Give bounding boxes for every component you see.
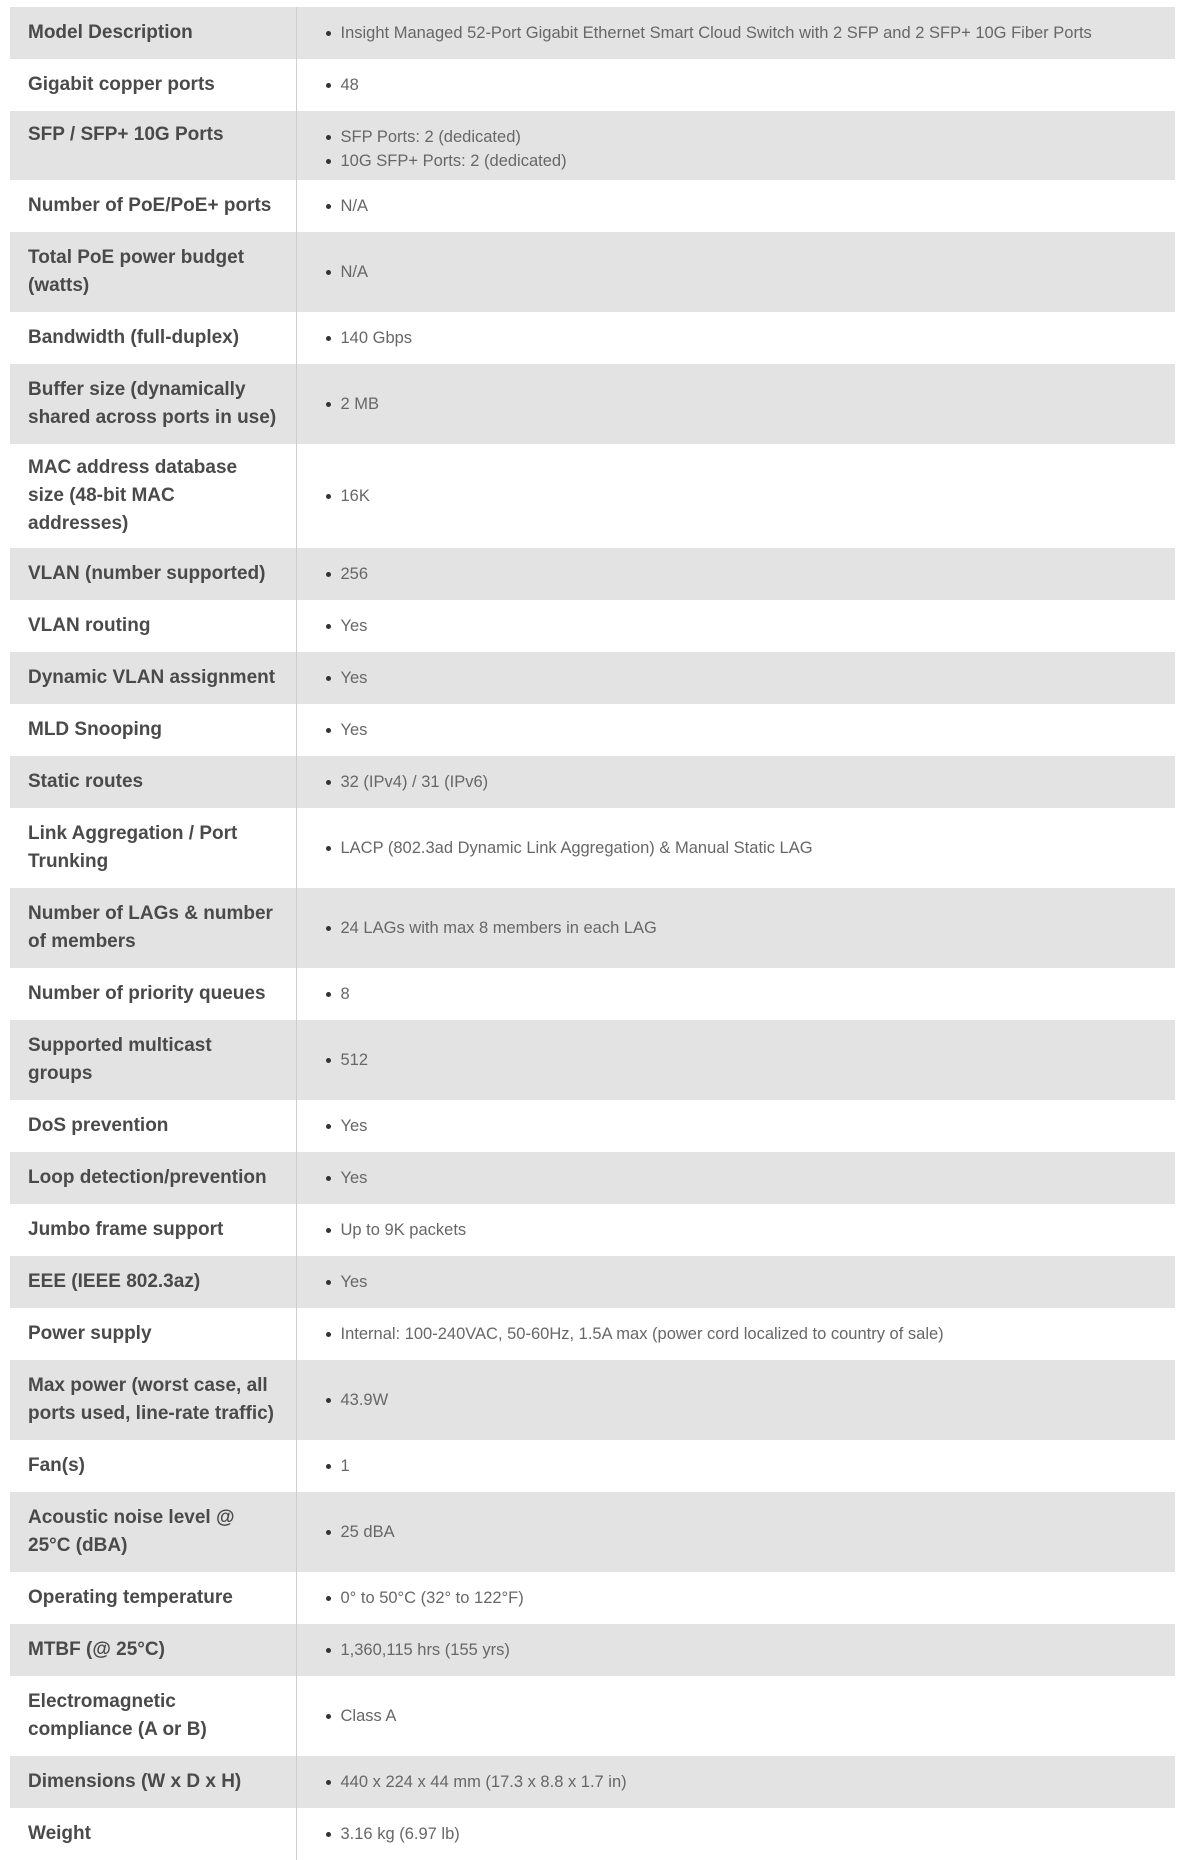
spec-value: Yes [323, 718, 1156, 742]
spec-label: Electromagnetic compliance (A or B) [10, 1676, 296, 1756]
spec-label: Number of LAGs & number of members [10, 888, 296, 968]
spec-value: 3.16 kg (6.97 lb) [323, 1822, 1156, 1846]
spec-value: N/A [323, 194, 1156, 218]
spec-value-cell [296, 968, 1175, 1020]
spec-label: Operating temperature [10, 1572, 296, 1624]
spec-row [10, 1308, 1175, 1360]
spec-label: Loop detection/prevention [10, 1152, 296, 1204]
spec-value: SFP Ports: 2 (dedicated) [323, 125, 1156, 149]
spec-value-list [323, 125, 1156, 173]
spec-row [10, 1756, 1175, 1808]
spec-value: Yes [323, 614, 1156, 638]
spec-row [10, 364, 1175, 444]
spec-label: Number of priority queues [10, 968, 296, 1020]
spec-value-list [323, 614, 1156, 638]
spec-value-cell [296, 1020, 1175, 1100]
spec-value-cell [296, 1676, 1175, 1756]
spec-row [10, 1256, 1175, 1308]
spec-value-list [323, 326, 1156, 350]
spec-value: 256 [323, 562, 1156, 586]
spec-value: 16K [323, 484, 1156, 508]
spec-value-cell [296, 1808, 1175, 1860]
spec-row [10, 7, 1175, 59]
spec-label: Static routes [10, 756, 296, 808]
spec-value: 8 [323, 982, 1156, 1006]
spec-value-list [323, 1270, 1156, 1294]
spec-row [10, 808, 1175, 888]
spec-row [10, 968, 1175, 1020]
spec-value-list [323, 1166, 1156, 1190]
spec-value: Yes [323, 1114, 1156, 1138]
spec-row [10, 756, 1175, 808]
spec-label: Number of PoE/PoE+ ports [10, 180, 296, 232]
spec-value: Up to 9K packets [323, 1218, 1156, 1242]
spec-label: Fan(s) [10, 1440, 296, 1492]
spec-row [10, 312, 1175, 364]
spec-value-list [323, 916, 1156, 940]
spec-value: Class A [323, 1704, 1156, 1728]
spec-value-list [323, 260, 1156, 284]
spec-value: Yes [323, 1270, 1156, 1294]
spec-value-list [323, 1048, 1156, 1072]
spec-value: 512 [323, 1048, 1156, 1072]
spec-value: 24 LAGs with max 8 members in each LAG [323, 916, 1156, 940]
spec-value-list [323, 718, 1156, 742]
spec-value: 48 [323, 73, 1156, 97]
spec-value-cell [296, 180, 1175, 232]
spec-row [10, 1492, 1175, 1572]
spec-label: Buffer size (dynamically shared across ports in use) [10, 364, 296, 444]
spec-value-list [323, 770, 1156, 794]
spec-value-cell [296, 1440, 1175, 1492]
spec-value-list [323, 982, 1156, 1006]
spec-value-cell [296, 232, 1175, 312]
spec-row [10, 548, 1175, 600]
spec-value-list [323, 836, 1156, 860]
spec-value: 32 (IPv4) / 31 (IPv6) [323, 770, 1156, 794]
spec-value-cell [296, 111, 1175, 180]
spec-value-list [323, 1322, 1156, 1346]
spec-row [10, 1100, 1175, 1152]
spec-value-list [323, 666, 1156, 690]
spec-value: N/A [323, 260, 1156, 284]
spec-value-list [323, 194, 1156, 218]
spec-value-cell [296, 1204, 1175, 1256]
spec-value-list [323, 1638, 1156, 1662]
spec-row [10, 1676, 1175, 1756]
spec-label: Acoustic noise level @ 25°C (dBA) [10, 1492, 296, 1572]
spec-value-list [323, 392, 1156, 416]
spec-label: Model Description [10, 7, 296, 59]
spec-label: Supported multicast groups [10, 1020, 296, 1100]
spec-value-cell [296, 444, 1175, 548]
spec-row [10, 1572, 1175, 1624]
spec-label: EEE (IEEE 802.3az) [10, 1256, 296, 1308]
spec-value: 1 [323, 1454, 1156, 1478]
spec-label: SFP / SFP+ 10G Ports [10, 111, 296, 180]
spec-row [10, 1808, 1175, 1860]
spec-row [10, 180, 1175, 232]
spec-value: Yes [323, 666, 1156, 690]
spec-value-cell [296, 1308, 1175, 1360]
spec-label: DoS prevention [10, 1100, 296, 1152]
spec-value-list [323, 1704, 1156, 1728]
spec-value-list [323, 1454, 1156, 1478]
spec-label: Weight [10, 1808, 296, 1860]
spec-value-list [323, 484, 1156, 508]
spec-row [10, 600, 1175, 652]
spec-label: Bandwidth (full-duplex) [10, 312, 296, 364]
spec-value: 25 dBA [323, 1520, 1156, 1544]
spec-value: 140 Gbps [323, 326, 1156, 350]
spec-row [10, 1360, 1175, 1440]
spec-row [10, 444, 1175, 548]
spec-label: Jumbo frame support [10, 1204, 296, 1256]
spec-value: 43.9W [323, 1388, 1156, 1412]
spec-value-list [323, 1822, 1156, 1846]
spec-label: VLAN routing [10, 600, 296, 652]
spec-value: 1,360,115 hrs (155 yrs) [323, 1638, 1156, 1662]
spec-value-list [323, 1218, 1156, 1242]
spec-label: Power supply [10, 1308, 296, 1360]
spec-value-cell [296, 704, 1175, 756]
spec-label: Dynamic VLAN assignment [10, 652, 296, 704]
spec-value-cell [296, 1492, 1175, 1572]
spec-value-cell [296, 312, 1175, 364]
spec-row [10, 232, 1175, 312]
spec-row [10, 1440, 1175, 1492]
spec-value-cell [296, 600, 1175, 652]
spec-row [10, 111, 1175, 180]
spec-label: Gigabit copper ports [10, 59, 296, 111]
spec-label: Link Aggregation / Port Trunking [10, 808, 296, 888]
spec-value-cell [296, 1572, 1175, 1624]
spec-value-cell [296, 808, 1175, 888]
spec-label: VLAN (number supported) [10, 548, 296, 600]
spec-label: MAC address database size (48-bit MAC addresses) [10, 444, 296, 548]
spec-row [10, 1020, 1175, 1100]
spec-label: MTBF (@ 25°C) [10, 1624, 296, 1676]
spec-value: 0° to 50°C (32° to 122°F) [323, 1586, 1156, 1610]
spec-value-list [323, 1388, 1156, 1412]
spec-value-list [323, 21, 1156, 45]
spec-value: 2 MB [323, 392, 1156, 416]
spec-row [10, 1152, 1175, 1204]
spec-value: 440 x 224 x 44 mm (17.3 x 8.8 x 1.7 in) [323, 1770, 1156, 1794]
spec-label: Total PoE power budget (watts) [10, 232, 296, 312]
spec-value-cell [296, 1256, 1175, 1308]
spec-value-cell [296, 364, 1175, 444]
spec-value-list [323, 1770, 1156, 1794]
spec-value-list [323, 562, 1156, 586]
spec-row [10, 59, 1175, 111]
spec-row [10, 652, 1175, 704]
spec-row [10, 888, 1175, 968]
spec-value-cell [296, 1624, 1175, 1676]
spec-value-list [323, 1586, 1156, 1610]
spec-row [10, 1204, 1175, 1256]
spec-value-cell [296, 1360, 1175, 1440]
spec-value-cell [296, 1756, 1175, 1808]
spec-value: 10G SFP+ Ports: 2 (dedicated) [323, 149, 1156, 173]
spec-value-cell [296, 888, 1175, 968]
spec-row [10, 704, 1175, 756]
spec-table-body [10, 7, 1175, 1860]
spec-value-list [323, 73, 1156, 97]
spec-value: Yes [323, 1166, 1156, 1190]
spec-row [10, 1624, 1175, 1676]
spec-value-list [323, 1520, 1156, 1544]
spec-value: Insight Managed 52-Port Gigabit Ethernet Smart Cloud Switch with 2 SFP and 2 SFP+ 10G Fiber Ports [323, 21, 1156, 45]
spec-value-cell [296, 548, 1175, 600]
spec-label: Dimensions (W x D x H) [10, 1756, 296, 1808]
spec-value: Internal: 100-240VAC, 50-60Hz, 1.5A max (power cord localized to country of sale) [323, 1322, 1156, 1346]
spec-value-cell [296, 652, 1175, 704]
spec-value: LACP (802.3ad Dynamic Link Aggregation) & Manual Static LAG [323, 836, 1156, 860]
spec-value-cell [296, 59, 1175, 111]
spec-value-list [323, 1114, 1156, 1138]
spec-value-cell [296, 1100, 1175, 1152]
spec-value-cell [296, 7, 1175, 59]
spec-label: MLD Snooping [10, 704, 296, 756]
spec-table [10, 7, 1175, 1860]
spec-label: Max power (worst case, all ports used, line-rate traffic) [10, 1360, 296, 1440]
spec-value-cell [296, 756, 1175, 808]
spec-value-cell [296, 1152, 1175, 1204]
